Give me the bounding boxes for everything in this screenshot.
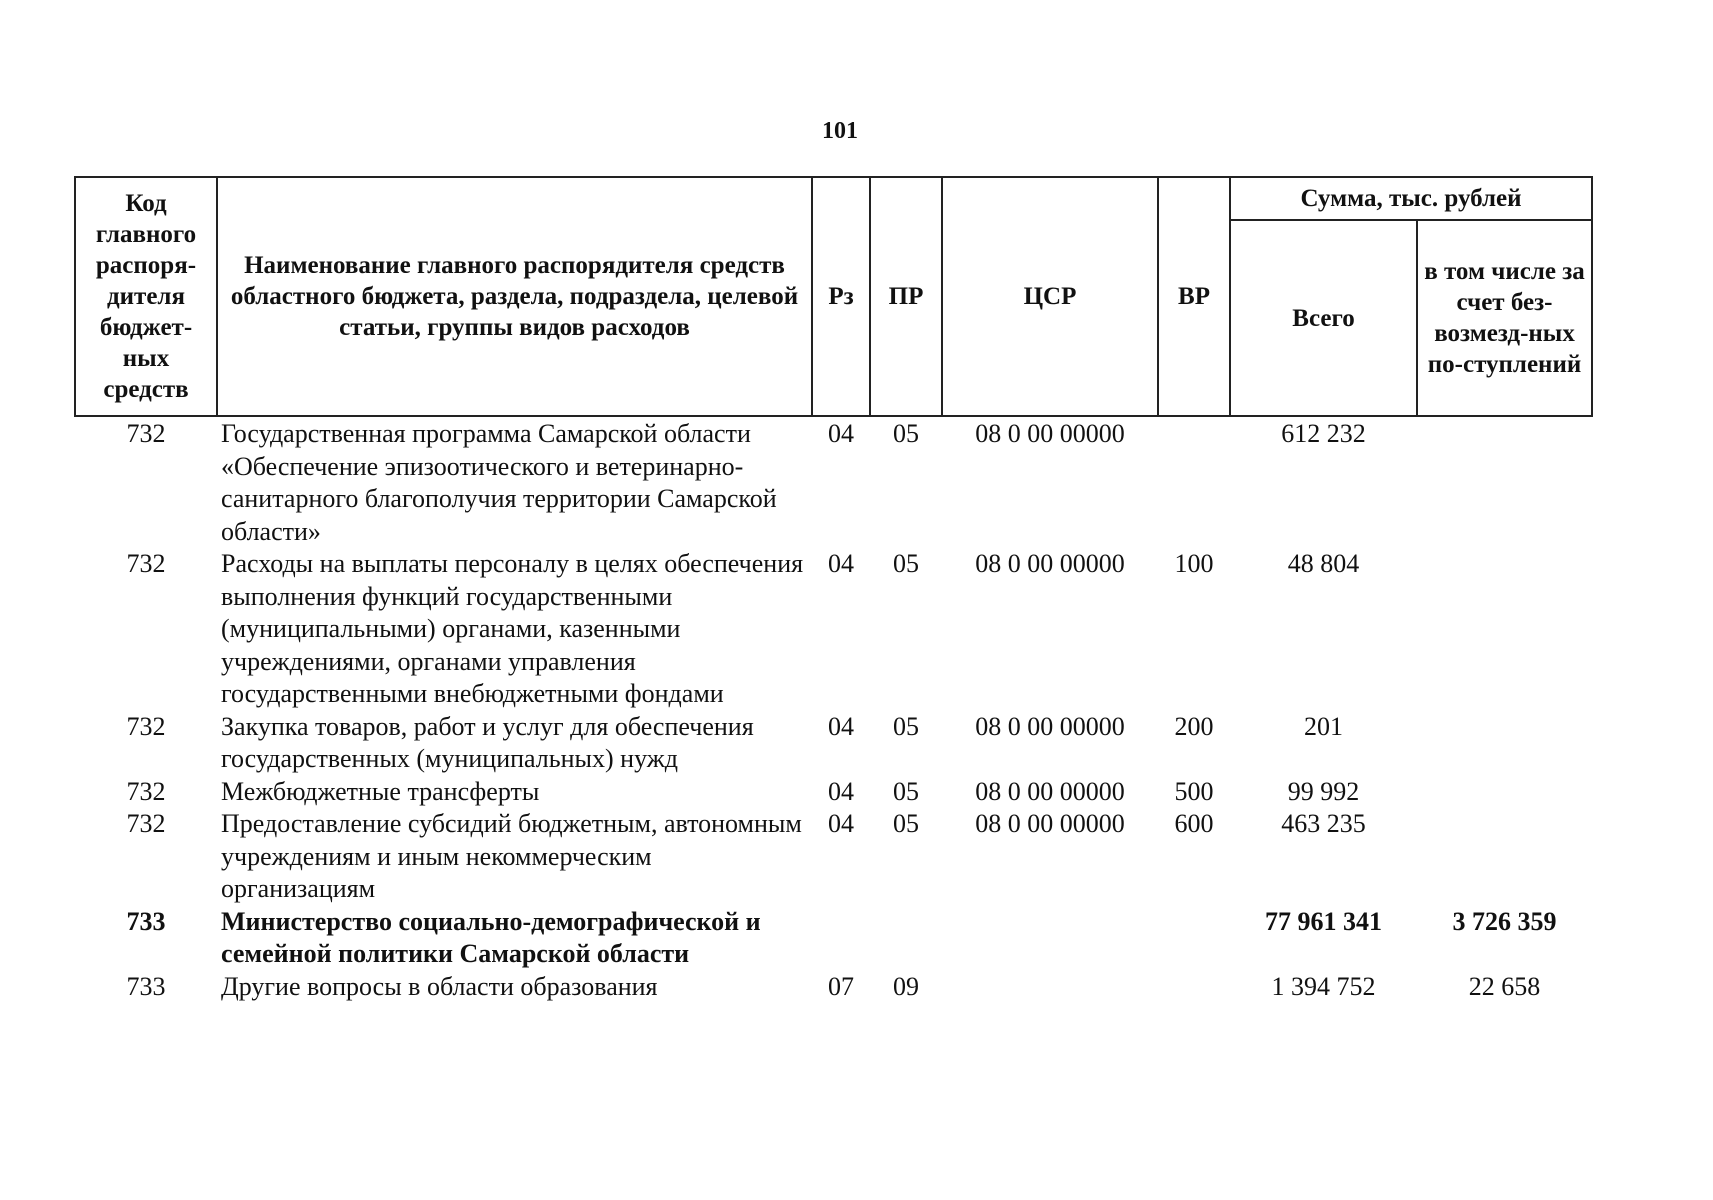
cell-pr: 05 [893,711,919,741]
cell-name: Министерство социально-демографической и семейной политики Самарской области [221,906,761,968]
cell-csr: 08 0 00 00000 [975,419,1125,448]
cell-csr: 08 0 00 00000 [975,776,1125,806]
cell-csr: 08 0 00 00000 [975,711,1125,741]
table-row [75,416,1592,548]
header-rz: Рз [812,177,870,416]
cell-incl [1417,548,1592,711]
cell-name: Другие вопросы в области образования [221,971,658,1001]
cell-incl [1417,416,1592,548]
cell-csr [942,971,1158,1004]
cell-total: 77 961 341 [1265,906,1382,936]
header-total: Всего [1230,220,1417,416]
budget-table [74,176,1593,1003]
cell-name: Межбюджетные трансферты [221,776,540,806]
page-number: 101 [822,118,858,144]
cell-vr [1158,971,1230,1004]
cell-code: 732 [126,776,166,806]
cell-total: 612 232 [1281,419,1366,448]
cell-vr: 200 [1174,711,1214,741]
cell-vr: 500 [1174,776,1214,806]
cell-name: Закупка товаров, работ и услуг для обеспечения государственных (муниципальных) нужд [221,711,754,773]
cell-rz: 04 [828,419,854,448]
table-row [75,776,1592,809]
cell-total: 1 394 752 [1271,971,1376,1001]
table-row [75,906,1592,971]
cell-rz: 04 [828,711,854,741]
header-csr: ЦСР [942,177,1158,416]
cell-pr: 05 [893,776,919,806]
cell-code: 732 [126,711,166,741]
cell-incl [1417,711,1592,776]
header-vr: ВР [1158,177,1230,416]
cell-total: 99 992 [1287,776,1360,806]
cell-pr: 05 [893,809,919,838]
table-row [75,971,1592,1004]
table-row [75,711,1592,776]
cell-vr [1158,416,1230,548]
cell-incl: 22 658 [1468,971,1541,1001]
header-code: Код главного распоря-дителя бюджет-ных средств [75,177,217,416]
cell-code: 733 [126,971,166,1001]
cell-csr: 08 0 00 00000 [975,809,1125,838]
cell-pr: 09 [893,971,919,1001]
cell-rz: 04 [828,776,854,806]
table-row [75,808,1592,906]
cell-vr: 600 [1174,809,1214,838]
cell-rz [812,906,870,971]
cell-pr: 05 [893,419,919,448]
cell-vr: 100 [1174,549,1214,578]
header-pr: ПР [870,177,942,416]
cell-code: 733 [126,906,166,936]
cell-total: 463 235 [1281,809,1366,838]
cell-name: Предоставление субсидий бюджетным, автономным учреждениям и иным некоммерческим организациям [221,809,802,903]
cell-name: Расходы на выплаты персоналу в целях обеспечения выполнения функций государственными (муниципальными) органами, казенными учреждениями, органами управления государственными внебюджетными фондами [221,549,804,708]
header-name: Наименование главного распорядителя средств областного бюджета, раздела, подраздела, целевой статьи, группы видов расходов [217,177,812,416]
table-body [75,416,1592,1003]
cell-code: 732 [126,549,166,578]
cell-pr [870,906,942,971]
cell-rz: 04 [828,809,854,838]
cell-rz: 04 [828,549,854,578]
cell-pr: 05 [893,549,919,578]
cell-name: Государственная программа Самарской области «Обеспечение эпизоотического и ветеринарно-санитарного благополучия территории Самарской области» [221,419,777,546]
cell-incl [1417,776,1592,809]
cell-code: 732 [126,809,166,838]
cell-code: 732 [126,419,166,448]
cell-total: 201 [1304,711,1343,741]
cell-vr [1158,906,1230,971]
header-sum: Сумма, тыс. рублей [1230,177,1592,220]
header-incl: в том числе за счет без-возмезд-ных по-ступлений [1417,220,1592,416]
cell-rz: 07 [828,971,854,1001]
cell-csr [942,906,1158,971]
cell-total: 48 804 [1287,549,1360,578]
cell-incl [1417,808,1592,906]
cell-csr: 08 0 00 00000 [975,549,1125,578]
cell-incl: 3 726 359 [1452,906,1557,936]
table-row [75,548,1592,711]
